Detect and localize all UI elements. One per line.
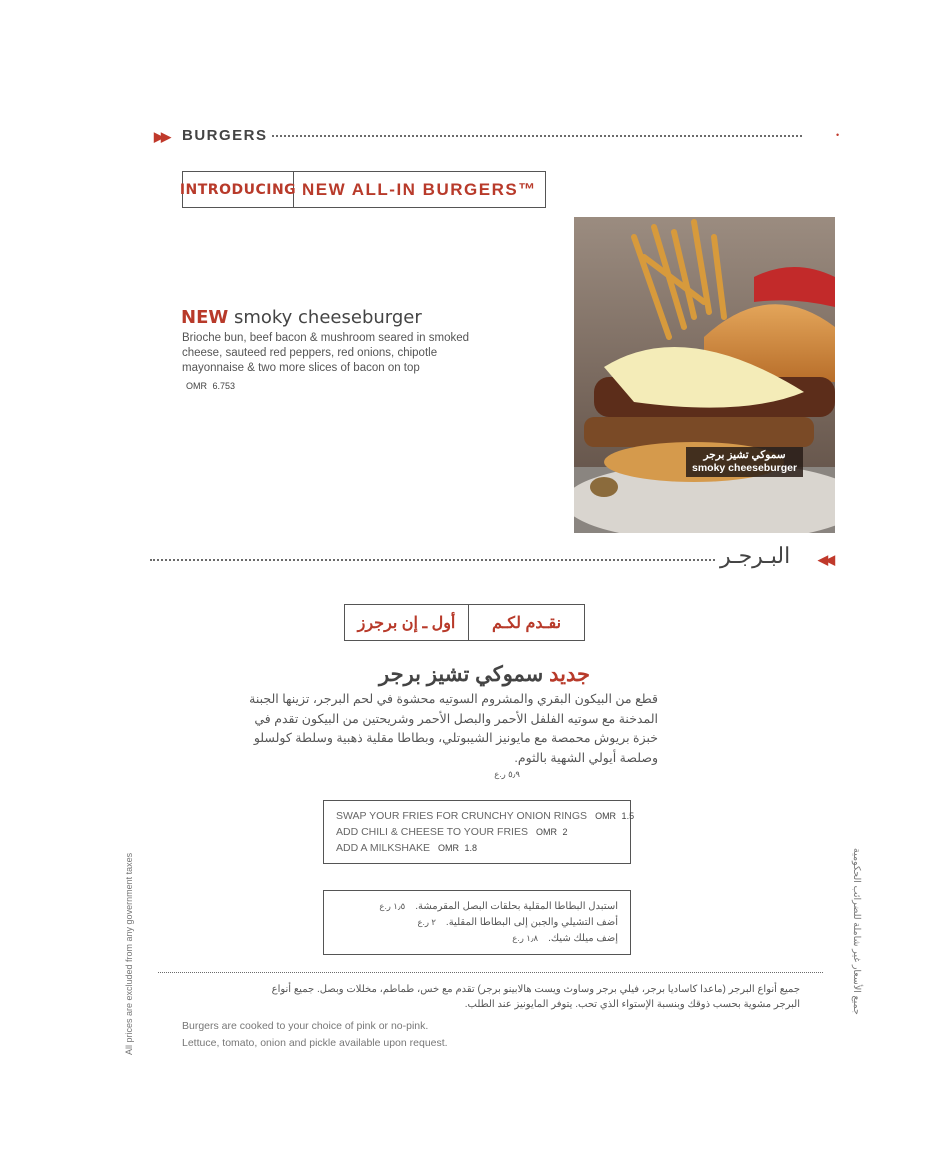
new-badge-ar: جديد [549, 663, 590, 686]
add-on-item [336, 826, 567, 838]
add-on-price-ar: ١٫٨ ر.ع [512, 933, 539, 943]
item-name-ar: سموكي تشيز برجر [379, 663, 544, 686]
add-on-item-ar [417, 917, 618, 928]
new-badge: NEW [181, 307, 229, 328]
footnote-line: Lettuce, tomato, onion and pickle available upon request. [182, 1037, 448, 1049]
item-description: Brioche bun, beef bacon & mushroom seared in smoked cheese, sauteed red peppers, red onions, chipotle mayonnaise & two more slices of bacon on top [182, 332, 470, 374]
add-ons-box [323, 800, 635, 864]
footnote-ar: جميع أنواع البرجر (ماعدا كاساديا برجر، فيلي برجر وساوث ويست هالابينو برجر) تقدم مع خس، طماطم، مخللات وبصل. جميع أنواع البرجر مشوية بحسب ذوقك وبنسبة الإستواء الذي تحب. يتوفر المايونيز عند الطلب. [271, 984, 800, 1010]
add-on-price: OMR 1.5 [595, 811, 635, 821]
add-on-label-ar: أضف التشيلي والجبن إلى البطاطا المقلية. [445, 917, 618, 928]
footnote-line: Burgers are cooked to your choice of pink or no-pink. [182, 1020, 429, 1032]
add-on-label: SWAP YOUR FRIES FOR CRUNCHY ONION RINGS [336, 810, 588, 822]
photo-caption [686, 447, 803, 477]
burger-photo [574, 217, 835, 533]
chevron-icon: ▶▶ [154, 129, 168, 144]
add-on-price: OMR 1.8 [437, 843, 477, 853]
intro-label-ar: نقـدم لكـم [468, 605, 584, 640]
tax-disclaimer: All prices are excluded from any government taxes [124, 852, 134, 1055]
photo-caption-en: smoky cheeseburger [692, 462, 798, 474]
dot-icon: • [836, 130, 840, 140]
footnote [182, 1018, 448, 1052]
add-on-label-ar: إضف ميلك شيك. [548, 933, 618, 944]
add-on-label: ADD A MILKSHAKE [336, 842, 430, 854]
intro-label: INTRODUCING [183, 172, 294, 207]
add-on-item-ar [379, 901, 618, 912]
intro-headline-ar: أول ـ إن برجرز [357, 614, 456, 632]
add-on-price: OMR 2 [535, 827, 568, 837]
divider [272, 135, 802, 137]
add-on-price-ar: ٢ ر.ع [417, 917, 436, 927]
intro-headline: NEW ALL-IN BURGERS™ [302, 179, 537, 199]
add-on-item [336, 810, 634, 822]
intro-banner-ar [344, 604, 585, 641]
item-title [181, 307, 422, 328]
add-on-label: ADD CHILI & CHEESE TO YOUR FRIES [336, 826, 528, 838]
chevron-icon: ◀◀ [818, 552, 832, 567]
tax-disclaimer-ar: جميع الأسعار غير شاملة للضرائب الحكومية [851, 848, 862, 1015]
section-title-ar: البـرجـر [720, 543, 791, 568]
section-title: BURGERS [182, 127, 268, 144]
item-title-ar [340, 662, 590, 687]
item-name: smoky cheeseburger [233, 307, 422, 328]
divider [150, 559, 715, 561]
add-on-item-ar [512, 933, 618, 944]
add-on-item [336, 842, 477, 854]
add-on-price-ar: ١٫٥ ر.ع [379, 901, 406, 911]
item-price-ar: ٥٫٩ ر.ع [494, 769, 520, 779]
divider [158, 972, 823, 973]
photo-caption-ar: سموكي تشيز برجر [703, 449, 786, 461]
add-ons-box-ar [323, 890, 631, 955]
intro-banner [179, 171, 546, 208]
item-description-ar: قطع من البيكون البقري والمشروم السوتيه محشوة في لحم البرجر، تزينها الجبنة المدخنة مع سوتيه الفلفل الأحمر والبصل الأحمر وشريحتين من البيكون تقدم في خبزة بريوش محمصة مع مايونيز الشيبوتلي، وبطاطا مقلية ذهبية وسلطة كولسلو وصلصة أيولي الشهية بالثوم. [249, 692, 658, 765]
item-price: OMR 6.753 [186, 381, 236, 391]
add-on-label-ar: استبدل البطاطا المقلية بحلقات البصل المقرمشة. [415, 901, 618, 912]
